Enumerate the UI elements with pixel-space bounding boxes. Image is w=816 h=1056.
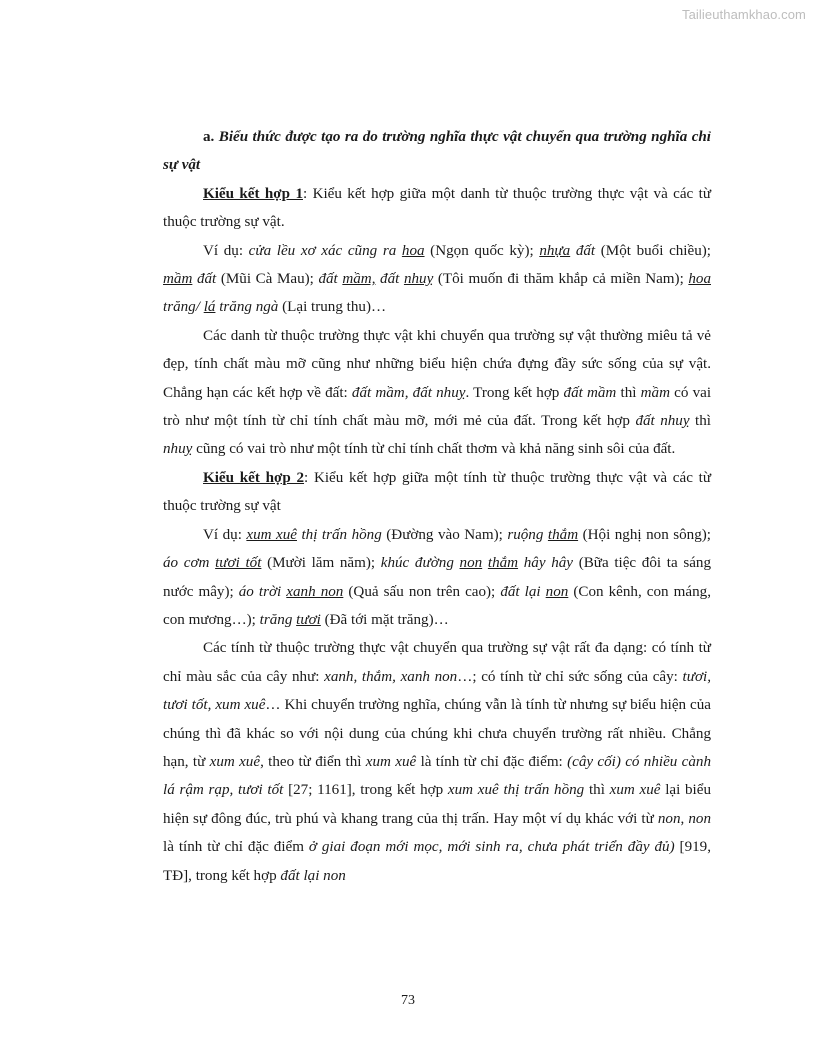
para1-part: nhuỵ <box>163 441 193 458</box>
type1-paragraph <box>163 180 711 237</box>
para2-part: là tính từ chỉ đặc điểm: <box>416 753 568 770</box>
example2-part: đất lại <box>500 583 546 600</box>
para2-part: [919, TĐ], trong kết hợp <box>163 839 711 884</box>
para2-part: non <box>688 810 712 827</box>
para1-part: cũng có vai trò như một tính từ chỉ tính chất thơm và khả năng sinh sôi của đất. <box>192 441 676 458</box>
example1-part: mầm, <box>342 271 376 288</box>
para2-part: là tính từ chỉ đặc điểm <box>163 839 309 856</box>
example2-part: thị trấn hồng <box>296 526 382 543</box>
example2-part: thắm <box>487 555 519 572</box>
example1-part: trăng/ <box>163 299 204 316</box>
para2-part: tươi, tươi tốt, xum xuê <box>163 668 711 714</box>
example1-part: nhuỵ <box>403 271 434 288</box>
para2-part: đất lại non <box>280 867 346 884</box>
para2-part: , <box>680 810 689 827</box>
para1-part: có vai trò như một tính từ chỉ tính chất màu mỡ, mới mẻ của đất. Trong kết hợp <box>163 384 712 430</box>
example2-part: xanh non <box>286 583 344 600</box>
example2-part: (Đường vào Nam); <box>381 526 508 543</box>
example2-part: ruộng <box>507 526 548 543</box>
type1-text: : Kiểu kết hợp giữa một danh từ thuộc trường thực vật và các từ thuộc trường sự vật. <box>163 185 711 231</box>
para1-part: mầm <box>640 384 670 401</box>
example2-part: (Con kênh, con máng, con mương…); <box>163 583 711 628</box>
watermark: Tailieuthamkhao.com <box>681 7 806 22</box>
para2-part: xum xuê <box>209 753 261 770</box>
example2-part: (Đã tới mặt trăng)… <box>320 611 449 628</box>
example2-part: khúc đường <box>380 555 460 572</box>
para2-part: … Khi chuyển trường nghĩa, chúng vẫn là tính từ nhưng sự biểu hiện của chúng thì đã khác so với nội dung của chúng khi chưa chuyển trường rất nhiều. Chẳng hạn, từ <box>163 697 712 770</box>
example2-part: Ví dụ: <box>203 526 247 543</box>
example2-part: (Hội nghị non sông); <box>578 526 711 543</box>
analysis-paragraph-1 <box>163 322 711 464</box>
example1-part: cửa lều xơ xác cũng ra <box>248 242 402 259</box>
para2-part: Các tính từ thuộc trường thực vật chuyển qua trường sự vật rất đa dạng: có tính từ chỉ màu sắc của cây như: <box>163 640 711 685</box>
example1-part: hoa <box>688 271 711 288</box>
example2-part: tươi <box>296 611 321 628</box>
para1-part: đất nhuỵ <box>635 413 690 430</box>
example2-part: (Mười lăm năm); <box>261 555 381 572</box>
example1-part: trăng ngà <box>215 299 279 316</box>
example1-part: đất <box>318 271 343 288</box>
heading-title: Biểu thức được tạo ra do trường nghĩa thực vật chuyển qua trường nghĩa chỉ sự vật <box>163 129 711 174</box>
para1-part: Các danh từ thuộc trường thực vật khi chuyển qua trường sự vật thường miêu tả vẻ đẹp, tính chất màu mỡ cũng như những biểu hiện chứa đựng đầy sức sống của sự vật. Chẳng hạn các kết hợp về đất: <box>163 327 711 401</box>
example1-part: (Tôi muốn đi thăm khắp cả miền Nam); <box>433 271 689 288</box>
heading-number: a. <box>203 129 215 145</box>
para2-part: …; có tính từ chỉ sức sống của cây: <box>457 668 683 685</box>
example2-part: non <box>545 583 569 600</box>
example1-part: (Lại trung thu)… <box>278 299 387 316</box>
page-number: 73 <box>401 993 415 1008</box>
para2-part: xum xuê thị trấn hồng <box>447 782 585 799</box>
example2-part: áo trời <box>238 583 287 600</box>
para2-part: xum xuê <box>365 753 417 770</box>
example1-part: hoa <box>401 242 425 259</box>
type2-text: : Kiểu kết hợp giữa một tính từ thuộc trường thực vật và các từ thuộc trường sự vật <box>163 469 711 515</box>
example2-part: tươi tốt <box>215 555 262 572</box>
example1-part: (Một buổi chiều); <box>595 242 711 259</box>
example2-part: (Quả sấu non trên cao); <box>343 583 501 600</box>
example1-part: Ví dụ: <box>203 242 249 259</box>
para1-part: đất mầm <box>563 384 617 401</box>
para2-part: , theo từ điển thì <box>260 753 366 770</box>
type1-label: Kiểu kết hợp 1 <box>203 185 303 202</box>
example2-part: xum xuê <box>246 526 297 543</box>
example2-part: (Bữa tiệc đôi ta sáng nước mây); <box>163 555 712 600</box>
example1-part: (Ngọn quốc kỳ); <box>424 242 540 259</box>
example2-part: non <box>459 555 483 572</box>
para2-part: (cây cối) có nhiều cành lá rậm rạp, tươi tốt <box>163 753 711 799</box>
example1-paragraph <box>163 237 711 322</box>
example1-part: mầm <box>163 271 193 288</box>
example2-part: trăng <box>259 611 297 628</box>
para1-part: đất mầm, đất nhuỵ <box>351 384 466 401</box>
para2-part: [27; 1161], trong kết hợp <box>283 782 448 799</box>
para2-part: non <box>657 810 681 827</box>
example1-part: đất <box>196 271 217 288</box>
example2-part: thắm <box>547 526 579 543</box>
para2-part: xanh, thắm, xanh non <box>324 668 458 685</box>
para2-part: xum xuê <box>609 782 661 799</box>
type2-paragraph <box>163 464 711 521</box>
example1-part: lá <box>203 299 216 316</box>
para1-part: . Trong kết hợp <box>465 384 564 401</box>
example1-part: đất <box>375 271 404 288</box>
type2-label: Kiểu kết hợp 2 <box>203 469 305 486</box>
section-heading <box>163 123 711 180</box>
example2-part: áo cơm <box>163 555 216 572</box>
example2-paragraph <box>163 521 711 635</box>
para2-part: lại biểu hiện sự đông đúc, trù phú và khang trang của thị trấn. Hay một ví dụ khác với từ <box>163 782 711 827</box>
example1-part: nhựa <box>539 242 571 259</box>
para1-part: thì <box>616 384 641 401</box>
para1-part: thì <box>689 413 711 430</box>
example2-part: hây hây <box>518 555 574 572</box>
para2-part: ở giai đoạn mới mọc, mới sinh ra, chưa phát triển đầy đủ) <box>308 839 675 856</box>
para2-part: thì <box>584 782 610 799</box>
analysis-paragraph-2 <box>163 634 711 890</box>
example1-part: (Mũi Cà Mau); <box>216 271 319 288</box>
example1-part: đất <box>575 242 596 259</box>
document-body <box>163 123 711 890</box>
